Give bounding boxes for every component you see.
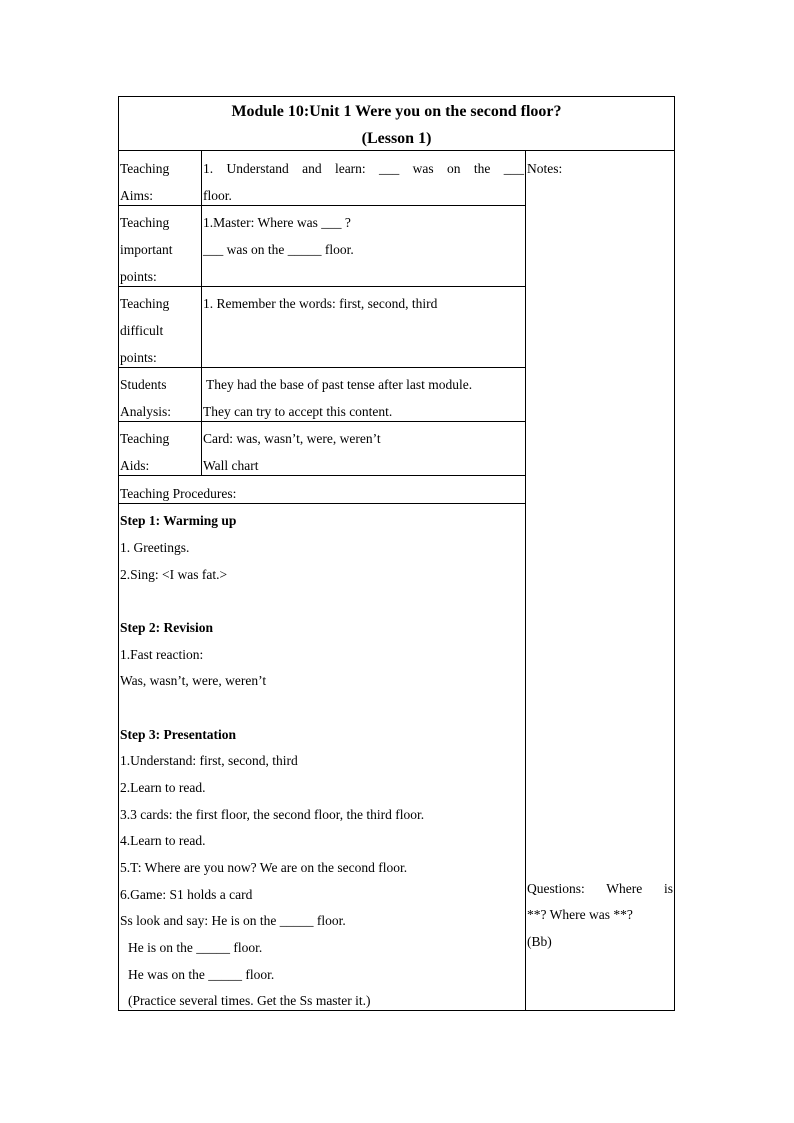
aids-label-1: Teaching: [120, 431, 170, 446]
analysis-label-2: Analysis:: [120, 404, 172, 419]
difficult-label-2: difficult: [120, 323, 164, 338]
step3-item-7: Ss look and say: He is on the _____ floor.: [120, 913, 346, 928]
side-note-line-2: **? Where was **?: [527, 907, 633, 922]
step3-item-5: 5.T: Where are you now? We are on the second floor.: [120, 860, 408, 875]
procedures-label: Teaching Procedures:: [120, 486, 237, 501]
step1-item-1: 1. Greetings.: [120, 540, 190, 555]
lesson-number: (Lesson 1): [361, 130, 432, 147]
step3-item-4: 4.Learn to read.: [120, 833, 206, 848]
aims-content-1: 1. Understand and learn: ___ was on the ___: [203, 161, 524, 176]
rule-label-column: [201, 150, 202, 475]
lesson-plan-table: [118, 96, 675, 1011]
aims-label-1: Teaching: [120, 161, 170, 176]
step1-item-2: 2.Sing: <I was fat.>: [120, 567, 228, 582]
rule-important: [119, 286, 526, 287]
step3-item-8: He is on the _____ floor.: [128, 940, 263, 955]
important-content-1: 1.Master: Where was ___ ?: [203, 215, 351, 230]
step3-item-6: 6.Game: S1 holds a card: [120, 887, 253, 902]
aids-content-2: Wall chart: [203, 458, 259, 473]
important-label-3: points:: [120, 269, 157, 284]
important-label-1: Teaching: [120, 215, 170, 230]
page-title: Module 10:Unit 1 Were you on the second floor?: [231, 103, 562, 120]
analysis-label-1: Students: [120, 377, 167, 392]
analysis-content-1: They had the base of past tense after last module.: [206, 377, 473, 392]
important-label-2: important: [120, 242, 173, 257]
step3-item-9: He was on the _____ floor.: [128, 967, 275, 982]
important-content-2: ___ was on the _____ floor.: [203, 242, 354, 257]
aids-content-1: Card: was, wasn’t, were, weren’t: [203, 431, 381, 446]
aims-label-2: Aims:: [120, 188, 154, 203]
step2-heading: Step 2: Revision: [120, 620, 214, 635]
step2-item-2: Was, wasn’t, were, weren’t: [120, 673, 267, 688]
rule-difficult: [119, 367, 526, 368]
difficult-label-3: points:: [120, 350, 157, 365]
rule-aims: [119, 205, 526, 206]
side-note-line-3: (Bb): [527, 934, 552, 949]
step3-item-10: (Practice several times. Get the Ss master it.): [128, 993, 371, 1008]
rule-aids: [119, 475, 526, 476]
step1-heading: Step 1: Warming up: [120, 513, 237, 528]
step3-item-1: 1.Understand: first, second, third: [120, 753, 298, 768]
step3-heading: Step 3: Presentation: [120, 727, 236, 742]
aims-content-2: floor.: [203, 188, 232, 203]
rule-notes-column: [525, 150, 526, 1010]
notes-label: Notes:: [527, 161, 563, 176]
difficult-content-1: 1. Remember the words: first, second, third: [203, 296, 438, 311]
difficult-label-1: Teaching: [120, 296, 170, 311]
aids-label-2: Aids:: [120, 458, 150, 473]
analysis-content-2: They can try to accept this content.: [203, 404, 393, 419]
step3-item-2: 2.Learn to read.: [120, 780, 206, 795]
step3-item-3: 3.3 cards: the first floor, the second floor, the third floor.: [120, 807, 425, 822]
side-note-line-1: Questions: Where is: [527, 881, 673, 896]
step2-item-1: 1.Fast reaction:: [120, 647, 204, 662]
